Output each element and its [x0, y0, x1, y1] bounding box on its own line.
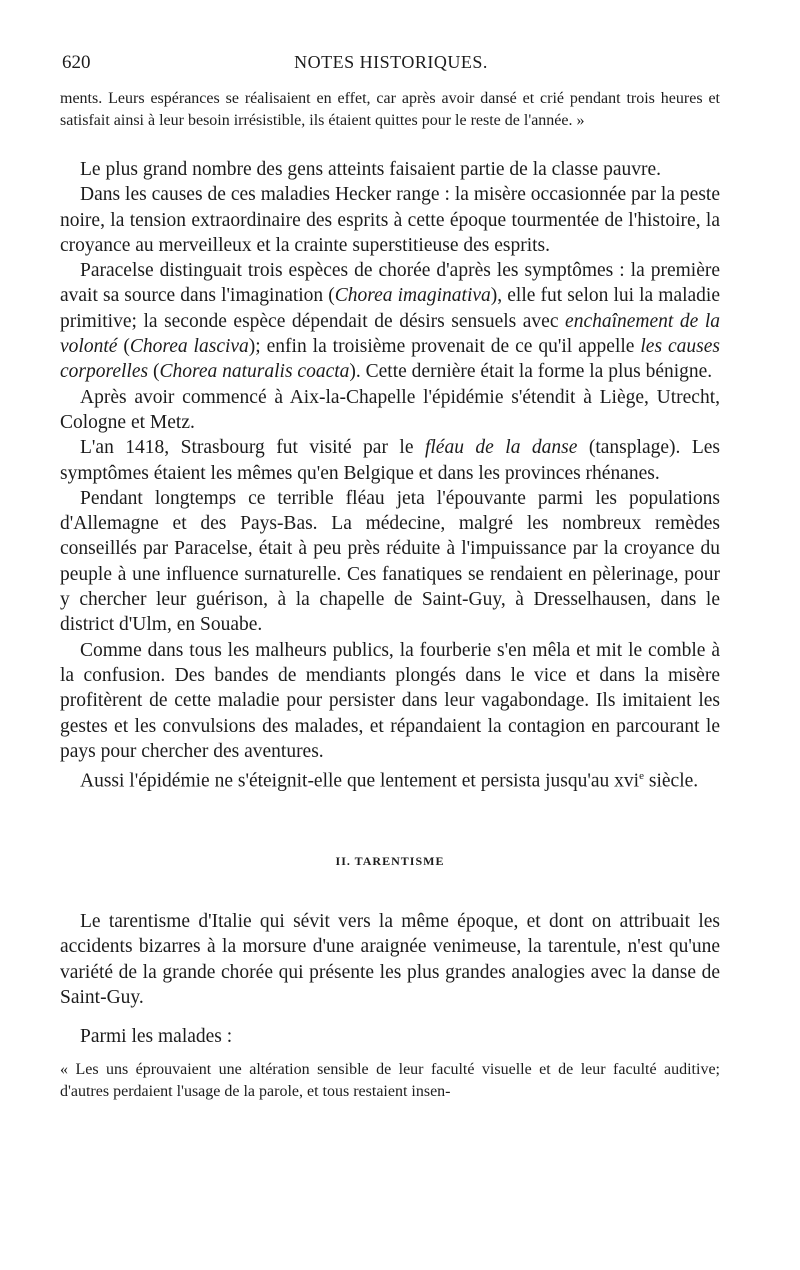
- century-superscript: e: [639, 770, 644, 783]
- italic-phrase: fléau de la danse: [424, 437, 578, 459]
- page-header: [62, 52, 720, 82]
- italic-phrase: Chorea lasciva: [129, 336, 249, 358]
- italic-phrase: enchaînement de la volonté: [60, 310, 720, 358]
- paragraph-aix: Après avoir commencé à Aix-la-Chapelle l'épidémie s'étendit à Liège, Utrecht, Cologne et Metz.: [60, 386, 720, 433]
- quote-continuation: ments. Leurs espérances se réalisaient en effet, car après avoir dansé et crié pendant trois heures et satisfait ainsi à leur besoin irrésistible, ils étaient quittes pour le reste de l'année. »: [60, 90, 720, 129]
- page-number: 620: [62, 52, 91, 73]
- italic-phrase: les causes corporelles: [60, 336, 720, 383]
- paragraph-causes: Dans les causes de ces maladies Hecker range : la misère occasionnée par la peste noire, la tension extraordinaire des esprits à cette époque tourmentée de l'histoire, la croyance au merveilleux et la crainte superstitieuse des esprits.: [60, 184, 720, 256]
- paragraph-tarentisme: Le tarentisme d'Italie qui sévit vers la même époque, et dont on attribuait les accidents bizarres à la morsure d'une araignée venimeuse, la tarentule, n'est qu'une variété de la grande chorée qui présente les plus grandes analogies avec la danse de Saint-Guy.: [60, 910, 720, 1008]
- quote-malades: « Les uns éprouvaient une altération sensible de leur faculté visuelle et de leur faculté auditive; d'autres perdaient l'usage de la parole, et tous restaient insen-: [60, 1061, 720, 1100]
- italic-phrase: Chorea naturalis coacta: [159, 361, 350, 383]
- running-title: NOTES HISTORIQUES.: [294, 52, 488, 72]
- paragraph-classe-pauvre: Le plus grand nombre des gens atteints faisaient partie de la classe pauvre.: [80, 159, 662, 180]
- italic-phrase: Chorea imaginativa: [334, 285, 491, 307]
- page-body: [60, 88, 720, 1102]
- paragraph-fourberie: Comme dans tous les malheurs publics, la fourberie s'en mêla et mit le comble à la confusion. Des bandes de mendiants plongés dans le vice et dans la misère profitèrent de cette maladie pour persister dans leur vagabondage. Ils imitaient les gestes et les convulsions des malades, et répandaient la contagion en parcourant le pays pour chercher des aventures.: [60, 639, 720, 762]
- paragraph-malades-intro: Parmi les malades :: [80, 1026, 233, 1048]
- section-title: II. TARENTISME: [335, 853, 445, 868]
- paragraph-epidemie: Aussi l'épidémie ne s'éteignit-elle que lentement et persista jusqu'au xvi$^e$ siècle.: [80, 770, 699, 792]
- paragraph-paracelse: Paracelse distinguait trois espèces de chorée d'après les symptômes : la première avait sa source dans l'imagination (Chorea imaginativa), elle fut selon lui la maladie primitive; la seconde espèce dépendait de désirs sensuels avec enchaînement de la volonté (Chorea lasciva); enfin la troisième provenait de ce qu'il appelle les causes corporelles (Chorea naturalis coacta). Cette dernière était la forme la plus bénigne.: [60, 260, 721, 383]
- paragraph-strasbourg: L'an 1418, Strasbourg fut visité par le fléau de la danse (tansplage). Les symptômes étaient les mêmes qu'en Belgique et dans les provinces rhénanes.: [60, 437, 720, 484]
- paragraph-pendant: Pendant longtemps ce terrible fléau jeta l'épouvante parmi les populations d'Allemagne et des Pays-Bas. La médecine, malgré les nombreux remèdes conseillés par Paracelse, était à peu près réduite à l'impuissance par la croyance du peuple à une influence surnaturelle. Ces fanatiques se rendaient en pèlerinage, pour y chercher leur guérison, à la chapelle de Saint-Guy, à Dresselhausen, dans le district d'Ulm, en Souabe.: [60, 487, 720, 636]
